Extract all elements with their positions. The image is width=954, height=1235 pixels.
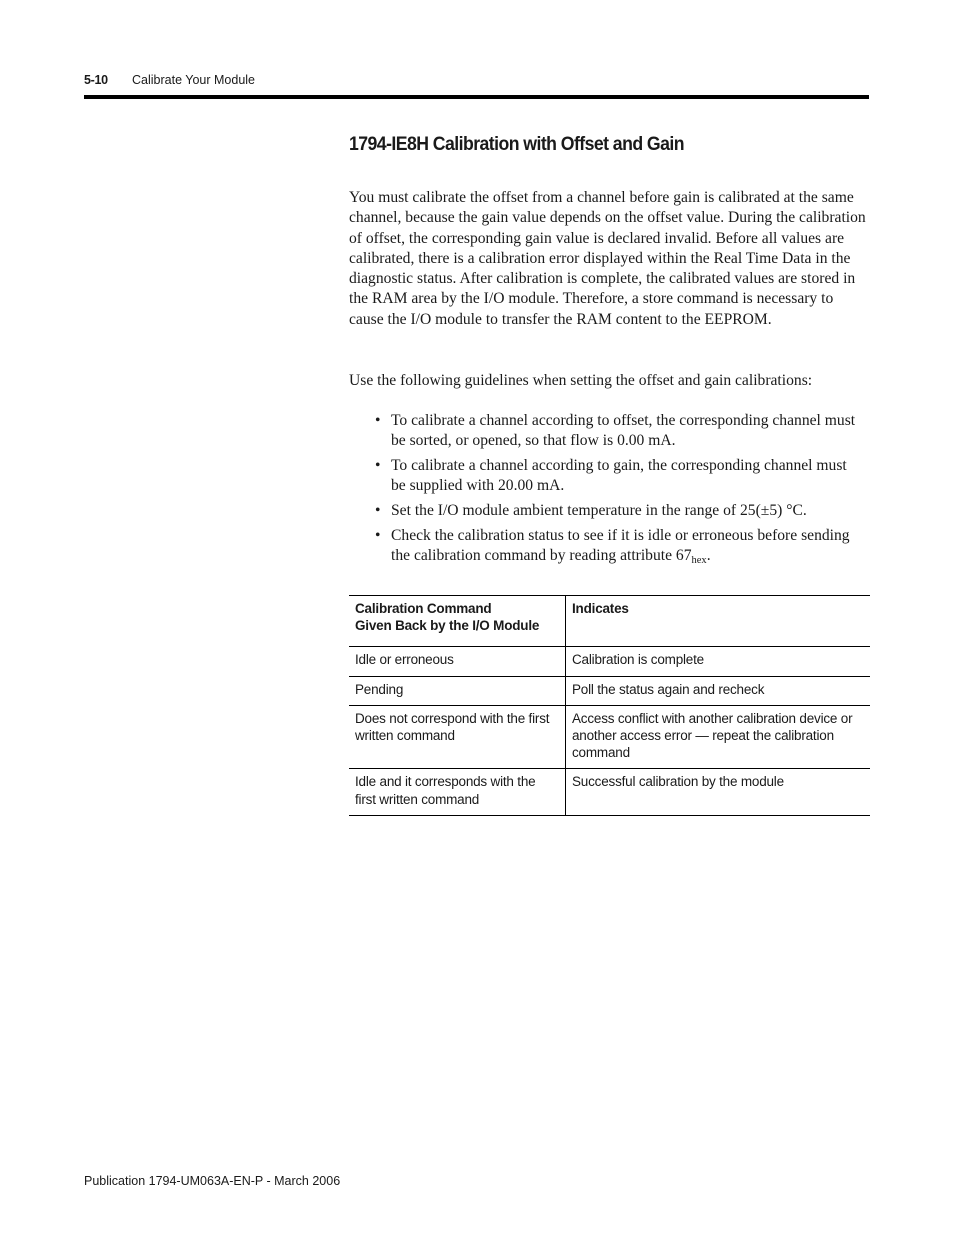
header-rule bbox=[84, 95, 869, 99]
list-item-text: Check the calibration status to see if it is idle or erroneous before sending the calibration command by reading attribute 67 bbox=[391, 526, 850, 565]
section-title: 1794-IE8H Calibration with Offset and Gain bbox=[349, 134, 684, 155]
table-row bbox=[349, 769, 870, 815]
table-cell: Pending bbox=[349, 676, 566, 705]
list-item bbox=[375, 456, 865, 497]
list-item-text: To calibrate a channel according to offset, the corresponding channel must be sorted, or opened, so that flow is 0.00 mA. bbox=[391, 412, 856, 450]
intro-paragraph: You must calibrate the offset from a channel before gain is calibrated at the same channel, because the gain value depends on the offset value. During the calibration of offset, the corresponding gain value is declared invalid. Before all values are calibrated, there is a calibration error displayed within the Real Time Data in the diagnostic status. After calibration is complete, the calibrated values are stored in the RAM area by the I/O module. Therefore, a store command is necessary to cause the I/O module to transfer the RAM content to the EEPROM. bbox=[349, 189, 866, 328]
table-cell: Idle and it corresponds with the first written command bbox=[349, 769, 566, 815]
column-header-command bbox=[349, 596, 566, 647]
page-header bbox=[84, 73, 255, 87]
table-cell: Does not correspond with the first written command bbox=[349, 705, 566, 769]
guidelines-paragraph: Use the following guidelines when setting the offset and gain calibrations: bbox=[349, 372, 813, 389]
column-header-line: Calibration Command bbox=[355, 601, 492, 616]
publication-footer: Publication 1794-UM063A-EN-P - March 2006 bbox=[84, 1174, 341, 1188]
bullet-icon: • bbox=[375, 526, 381, 544]
hex-subscript: hex bbox=[691, 555, 707, 567]
column-header-indicates: Indicates bbox=[566, 596, 871, 647]
list-item-text: To calibrate a channel according to gain, the corresponding channel must be supplied with 20.00 mA. bbox=[391, 457, 847, 495]
table-cell: Access conflict with another calibration device or another access error — repeat the calibration command bbox=[566, 705, 871, 769]
bullet-icon: • bbox=[375, 502, 381, 520]
bullet-icon: • bbox=[375, 457, 381, 475]
list-item-text: Set the I/O module ambient temperature in the range of 25(±5) °C. bbox=[391, 502, 807, 520]
table-cell: Poll the status again and recheck bbox=[566, 676, 871, 705]
bullet-icon: • bbox=[375, 412, 381, 429]
table-cell: Calibration is complete bbox=[566, 647, 871, 676]
chapter-title: Calibrate Your Module bbox=[132, 73, 255, 87]
table-cell: Idle or erroneous bbox=[349, 647, 566, 676]
column-header-line: Given Back by the I/O Module bbox=[355, 618, 540, 634]
table-row bbox=[349, 705, 870, 769]
page-number: 5-10 bbox=[84, 73, 108, 87]
table-header-row bbox=[349, 596, 870, 647]
guidelines-list bbox=[375, 411, 865, 571]
list-item bbox=[375, 526, 865, 567]
calibration-status-table bbox=[349, 595, 870, 816]
list-item bbox=[375, 501, 865, 521]
list-item bbox=[375, 411, 865, 452]
table-row bbox=[349, 676, 870, 705]
table-row bbox=[349, 647, 870, 676]
sentence-end: . bbox=[706, 547, 711, 565]
table-cell: Successful calibration by the module bbox=[566, 769, 871, 815]
